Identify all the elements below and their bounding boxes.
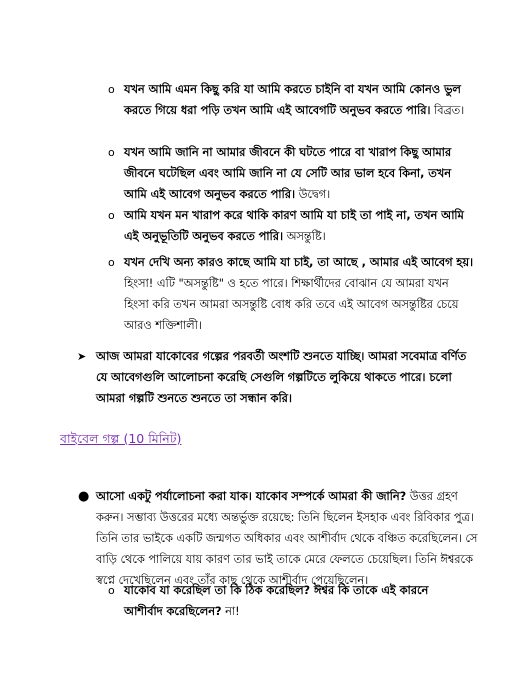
sub-item-4-answer: হিংসা! এটি "অসন্তুষ্টি" ও হতে পারে। শিক্ষার্থীদের বোঝান যে আমরা যখন হিংসা করি তখন আমরা অসন্তুষ্টি বোধ করি তবে এই আবেগ অসন্তুষ্টির চেয়ে আরও শক্তিশালী।: [124, 277, 459, 332]
sub-item-2-bold: যখন আমি জানি না আমার জীবনে কী ঘটতে পারে বা খারাপ কিছু আমার জীবনে ঘটেছিল এবং আমি জানি না যে সেটি আর ভাল হবে কিনা, তখন আমি এই আবেগ অনুভব করতে পারি।: [124, 146, 452, 201]
disc-bullet-icon: ●: [78, 489, 90, 504]
sub-item-2-answer: উদ্বেগ।: [295, 188, 331, 201]
sub-item-3: [124, 205, 469, 247]
circle-bullet-icon: o: [108, 209, 115, 222]
section-heading: বাইবেল গল্প (10 মিনিট): [60, 431, 182, 446]
last-sub-item-question: যাকোব যা করেছিল তা কি ঠিক করেছিল? ঈশ্বর কি তাকে এই কারনে আশীর্বাদ করেছিলেন?: [124, 584, 429, 618]
sub-item-2: [124, 142, 469, 205]
arrow-bullet-icon: ➤: [77, 350, 87, 363]
circle-bullet-icon: o: [108, 146, 115, 159]
circle-bullet-icon: o: [108, 584, 115, 597]
sub-item-1-answer: বিব্রত।: [430, 104, 465, 117]
bible-item-answer: উত্তর গ্রহণ করুন। সম্ভাব্য উত্তরের মধ্যে অন্তর্ভুক্ত রয়েছে: তিনি ছিলেন ইসহাক এবং রিবিকার পুত্র। তিনি তার ভাইকে একটি জন্মগত অধিকার এবং আশীর্বাদ থেকে বঞ্চিত করেছিলেন। সে বাড়ি থেকে পালিয়ে যায় কারণ তার ভাই তাকে মেরে ফেলতে চেয়েছিল। তিনি ঈশ্বরকে স্বপ্নে দেখেছিলেন এবং তাঁর কাছ থেকে আশীর্বাদ পেয়েছিলেন।: [96, 490, 478, 587]
sub-item-3-answer: অসন্তুষ্টি।: [283, 230, 326, 243]
sub-item-4: [124, 252, 474, 336]
last-sub-item: [124, 580, 469, 622]
sub-item-3-bold: আমি যখন মন খারাপ করে থাকি কারণ আমি যা চাই তা পাই না, তখন আমি এই অনুভূতিটি অনুভব করতে পারি।: [124, 209, 464, 243]
arrow-item-text: আজ আমরা যাকোবের গল্পের পরবর্তী অংশটি শুনতে যাচ্ছি। আমরা সবেমাত্র বর্ণিত যে আবেগগুলি আলোচনা করেছি সেগুলি গল্পটিতে লুকিয়ে থাকতে পারে। চলো আমরা গল্পটি শুনতে শুনতে তা সন্ধান করি।: [96, 350, 467, 405]
bible-item: [96, 486, 481, 591]
sub-item-1-bold: যখন আমি এমন কিছু করি যা আমি করতে চাইনি বা যখন আমি কোনও ভুল করতে গিয়ে ধরা পড়ি তখন আমি এই আবেগটি অনুভব করতে পারি।: [124, 83, 461, 117]
bible-item-question: আসো একটু পর্যালোচনা করা যাক। যাকোব সম্পর্কে আমরা কী জানি?: [96, 490, 407, 503]
circle-bullet-icon: o: [108, 83, 115, 96]
arrow-item: [96, 346, 481, 409]
last-sub-item-answer: না!: [221, 605, 240, 618]
sub-item-4-bold: যখন দেখি অন্য কারও কাছে আমি যা চাই, তা আছে , আমার এই আবেগ হয়।: [124, 256, 474, 269]
circle-bullet-icon: o: [108, 256, 115, 269]
sub-item-1: [124, 79, 469, 121]
